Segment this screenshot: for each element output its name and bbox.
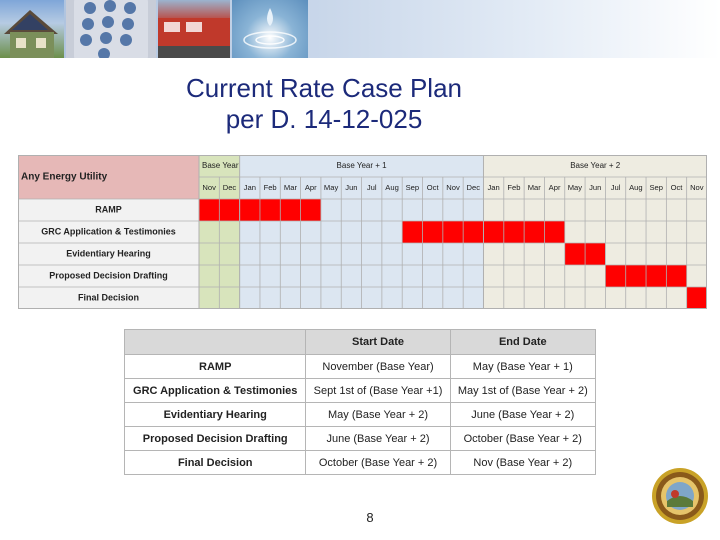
row-task: GRC Application & Testimonies [125, 379, 306, 403]
row-start: May (Base Year + 2) [306, 403, 450, 427]
row-task: Final Decision [125, 451, 306, 475]
gantt-period-label: Base Year + 1 [336, 161, 387, 171]
row-start: June (Base Year + 2) [306, 427, 450, 451]
gantt-month-label: Feb [263, 183, 277, 192]
table-row [125, 427, 596, 451]
gantt-task-label: RAMP [95, 204, 122, 215]
gantt-task-bar [687, 287, 707, 309]
page-number: 8 [366, 510, 374, 525]
gantt-month-label: Jun [345, 183, 358, 192]
gantt-month-label: Jan [243, 183, 256, 192]
row-start: Sept 1st of (Base Year +1) [306, 379, 450, 403]
gantt-task-label: GRC Application & Testimonies [41, 226, 176, 237]
gantt-corner-label: Any Energy Utility [21, 171, 108, 183]
cpuc-seal-logo [651, 467, 709, 525]
gantt-task-label: Final Decision [77, 292, 140, 303]
gantt-month-label: Mar [283, 183, 297, 192]
table-row [125, 403, 596, 427]
train-photo [158, 0, 230, 58]
row-end: Nov (Base Year + 2) [450, 451, 595, 475]
gantt-month-label: Nov [202, 183, 216, 192]
gantt-period-label: Base Year + 2 [570, 161, 621, 171]
row-end: June (Base Year + 2) [450, 403, 595, 427]
gantt-task-label: Proposed Decision Drafting [49, 270, 168, 281]
table-row [125, 355, 596, 379]
house-solar-photo [0, 0, 64, 58]
row-start: November (Base Year) [306, 355, 450, 379]
gantt-month-label: Nov [446, 183, 460, 192]
gantt-month-label: Apr [548, 183, 561, 192]
gantt-month-label: May [567, 183, 583, 192]
schedule-header-end: End Date [450, 330, 595, 355]
gantt-month-label: Jul [366, 183, 377, 192]
schedule-table [124, 329, 596, 475]
gantt-chart [18, 155, 707, 309]
gantt-month-label: Oct [426, 183, 439, 192]
gantt-month-label: Dec [466, 183, 481, 192]
calculator-photo [66, 0, 156, 58]
gantt-month-label: Nov [690, 183, 704, 192]
row-task: Evidentiary Hearing [125, 403, 306, 427]
row-start: October (Base Year + 2) [306, 451, 450, 475]
schedule-header-task [125, 330, 306, 355]
gantt-month-label: Jun [589, 183, 602, 192]
title-line-1: Current Rate Case Plan [185, 73, 463, 103]
table-row [125, 379, 596, 403]
row-end: May (Base Year + 1) [450, 355, 595, 379]
slide-title [100, 73, 548, 135]
row-task: Proposed Decision Drafting [125, 427, 306, 451]
row-task: RAMP [125, 355, 306, 379]
table-row [125, 451, 596, 475]
gantt-month-label: Jul [610, 183, 621, 192]
row-end: May 1st of (Base Year + 2) [450, 379, 595, 403]
gantt-month-label: May [323, 183, 339, 192]
gantt-month-label: Apr [304, 183, 317, 192]
gantt-month-label: Mar [527, 183, 541, 192]
gantt-period-label: Base Year [202, 161, 239, 171]
gantt-month-label: Feb [507, 183, 521, 192]
schedule-header-row [125, 330, 596, 355]
gantt-month-label: Jan [487, 183, 500, 192]
row-end: October (Base Year + 2) [450, 427, 595, 451]
gantt-month-label: Aug [385, 183, 399, 192]
gantt-month-label: Sep [649, 183, 663, 192]
schedule-header-start: Start Date [306, 330, 450, 355]
gantt-task-label: Evidentiary Hearing [66, 248, 151, 259]
water-drop-photo [232, 0, 308, 58]
gantt-month-label: Aug [629, 183, 643, 192]
gantt-month-label: Sep [405, 183, 420, 192]
gantt-month-label: Dec [222, 183, 237, 192]
title-line-2: per D. 14-12-025 [225, 104, 423, 134]
gantt-month-label: Oct [670, 183, 683, 192]
